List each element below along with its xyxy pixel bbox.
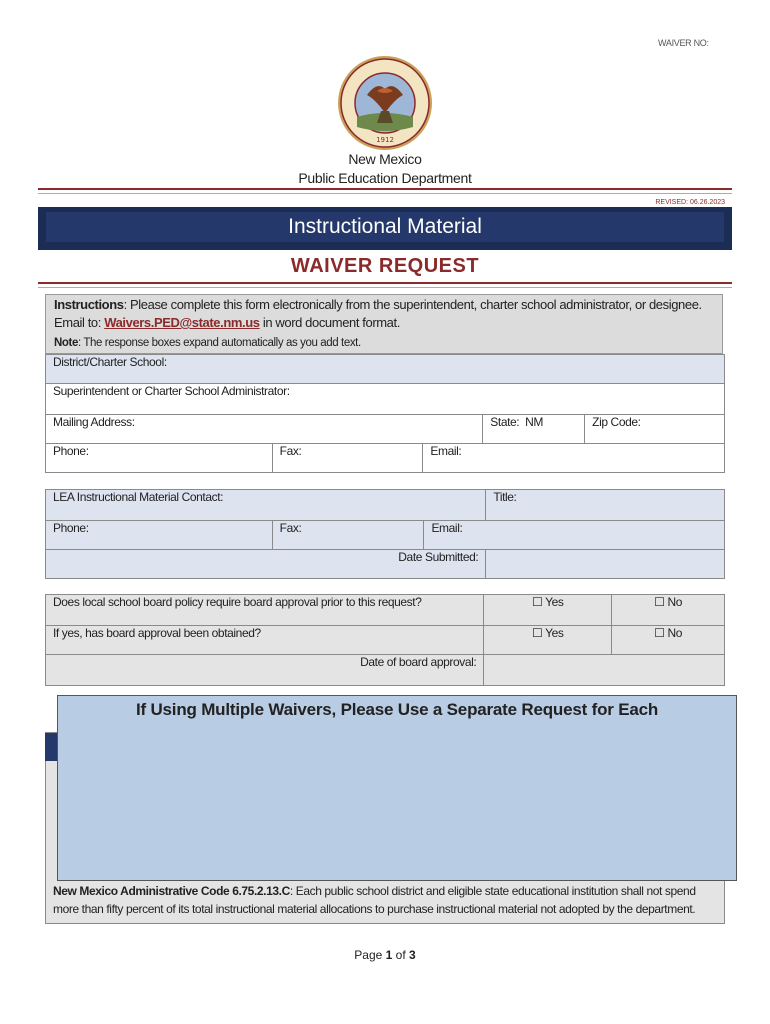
header-rule-thin xyxy=(38,193,732,194)
revised-date: REVISED: 06.26.2023 xyxy=(655,199,725,206)
board-policy-yes[interactable] xyxy=(484,595,612,626)
lea-contact-field[interactable]: LEA Instructional Material Contact: xyxy=(46,490,486,521)
title-banner xyxy=(38,207,732,250)
admin-code-body: : Each public school district and eligible state educational institution shall not spend more than fifty percent of its total instructional material allocations to purchase instructional material not adopted by the department. xyxy=(53,884,696,916)
district-info-table xyxy=(45,354,725,473)
district-field[interactable]: District/Charter School: xyxy=(46,355,725,384)
zip-code-field[interactable]: Zip Code: xyxy=(585,415,725,444)
state-label: State: xyxy=(490,415,520,429)
state-value: NM xyxy=(525,415,543,429)
note-label: Note xyxy=(54,337,78,349)
banner-title: Instructional Material xyxy=(46,212,724,242)
board-approval-no[interactable] xyxy=(612,626,725,655)
board-approval-yes[interactable] xyxy=(484,626,612,655)
waiver-number-label: WAIVER NO: xyxy=(658,38,709,48)
checkbox-icon: ☐ xyxy=(654,595,665,609)
admin-code-text xyxy=(53,882,723,918)
instructions-label: Instructions xyxy=(54,297,124,312)
instructions-text-end: in word document format. xyxy=(259,315,400,330)
mailing-address-field[interactable]: Mailing Address: xyxy=(46,415,483,444)
no-label: No xyxy=(667,595,682,609)
date-submitted-field[interactable] xyxy=(486,550,725,579)
header-rule xyxy=(38,188,732,190)
email-link[interactable]: Waivers.PED@state.nm.us xyxy=(104,315,260,330)
yes-label: Yes xyxy=(545,626,564,640)
board-policy-question: Does local school board policy require board approval prior to this request? xyxy=(46,595,484,626)
multiple-waivers-notice xyxy=(57,695,737,881)
contact-info-table xyxy=(45,489,725,579)
instructions-box xyxy=(45,294,723,354)
admin-code-label: New Mexico Administrative Code 6.75.2.13.C xyxy=(53,884,290,898)
form-title: WAIVER REQUEST xyxy=(290,255,480,277)
title-rule-thin xyxy=(38,287,732,288)
fax-field[interactable]: Fax: xyxy=(272,444,423,473)
page-prefix: Page xyxy=(354,948,386,962)
checkbox-icon: ☐ xyxy=(654,626,665,640)
checkbox-icon: ☐ xyxy=(531,626,543,640)
contact-email-field[interactable]: Email: xyxy=(424,521,725,550)
board-approval-table xyxy=(45,594,725,686)
state-field[interactable] xyxy=(483,415,585,444)
board-approval-date-field[interactable] xyxy=(484,655,725,686)
board-approval-date-label: Date of board approval: xyxy=(46,655,484,686)
board-policy-no[interactable] xyxy=(612,595,725,626)
checkbox-icon: ☐ xyxy=(531,595,543,609)
state-name: New Mexico xyxy=(348,151,422,167)
date-submitted-label: Date Submitted: xyxy=(46,550,486,579)
page-number xyxy=(0,948,770,962)
page-current: 1 xyxy=(385,948,393,962)
contact-fax-field[interactable]: Fax: xyxy=(272,521,424,550)
board-approval-question: If yes, has board approval been obtained? xyxy=(46,626,484,655)
title-rule xyxy=(38,282,732,284)
email-field[interactable]: Email: xyxy=(423,444,725,473)
instructions-text: : Please complete this form electronically from the superintendent, charter school administrator, or designee. Email to: xyxy=(54,297,702,330)
svg-text:1912: 1912 xyxy=(376,136,394,144)
phone-field[interactable]: Phone: xyxy=(46,444,273,473)
state-seal-logo xyxy=(337,55,433,151)
page-of: of xyxy=(392,948,410,962)
page-total: 3 xyxy=(409,948,416,962)
note-text: : The response boxes expand automatically as you add text. xyxy=(77,337,361,349)
superintendent-field[interactable]: Superintendent or Charter School Administrator: xyxy=(46,384,725,415)
contact-phone-field[interactable]: Phone: xyxy=(46,521,273,550)
notice-title: If Using Multiple Waivers, Please Use a Separate Request for Each xyxy=(135,700,659,719)
department-name: Public Education Department xyxy=(298,170,472,186)
yes-label: Yes xyxy=(545,595,564,609)
title-field[interactable]: Title: xyxy=(486,490,725,521)
no-label: No xyxy=(667,626,682,640)
